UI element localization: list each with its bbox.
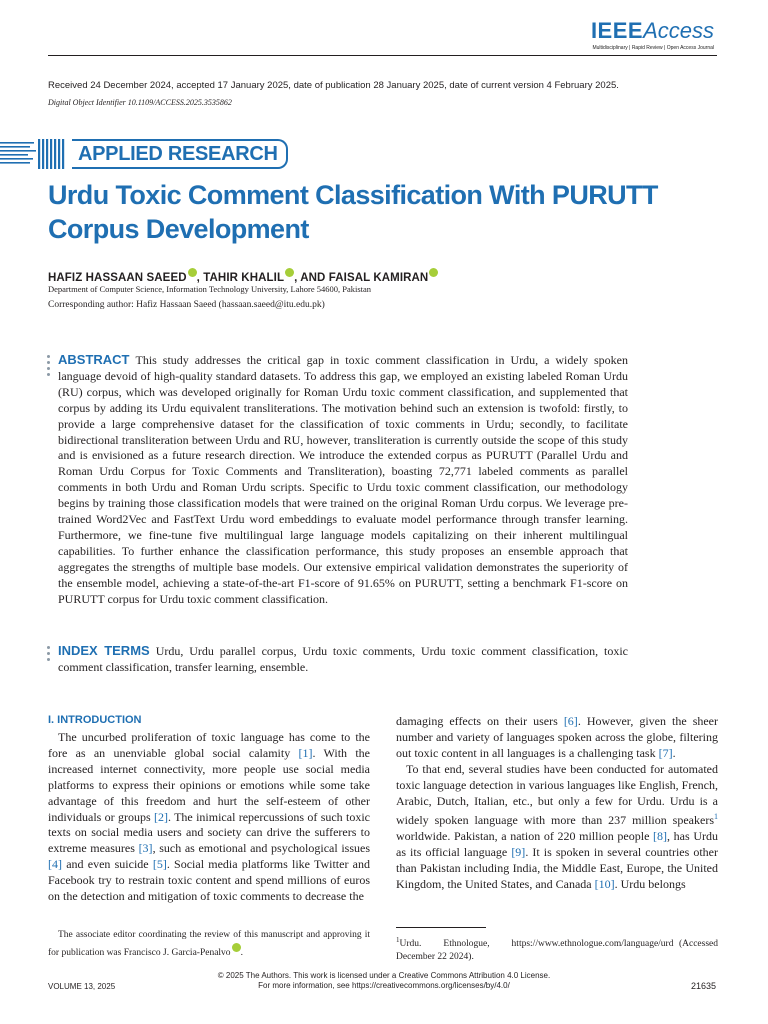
citation-link[interactable]: [5] [152, 857, 167, 872]
abstract [58, 352, 628, 608]
body-text: damaging effects on their users [396, 714, 564, 728]
body-text: . Urdu belongs [614, 877, 686, 892]
orcid-icon[interactable] [285, 268, 294, 277]
footnote-rule [396, 927, 486, 928]
intro-left-column [48, 730, 370, 905]
author-list [48, 267, 438, 284]
volume-label: VOLUME 13, 2025 [48, 982, 116, 991]
logo-ieee-text: IEEE [590, 18, 644, 43]
logo-access-text: Access [643, 18, 714, 43]
license-notice [0, 971, 768, 991]
citation-link[interactable]: [1] [298, 745, 313, 760]
orcid-icon[interactable] [232, 943, 241, 952]
body-text: . [672, 745, 676, 760]
intro-paragraph [396, 762, 718, 893]
body-text: To that end, several studies have been conducted for automated toxic language detection in various languages like English, French, Arabic, Dutch, Italian, etc., but only a few for Urdu. Urdu is a widely spoken language with more than 237 million speakers [396, 761, 718, 828]
body-text: worldwide. Pakistan, a nation of 220 million people [396, 829, 654, 844]
body-text: . Social media platforms like Twitter and Facebook try to restrain toxic content and spend millions of euros on the detection and mitigation of toxic comments to decrease the [48, 857, 371, 904]
index-terms-marker-icon [47, 646, 51, 664]
body-text: . However, given the sheer number and variety of languages spoken across the globe, filtering out toxic content in all languages is a challenging task [396, 714, 719, 760]
citation-link[interactable]: [3] [138, 841, 153, 856]
author-separator: , AND [294, 271, 329, 284]
intro-right-column [396, 714, 718, 893]
header-rule [48, 55, 717, 56]
affiliation: Department of Computer Science, Information Technology University, Lahore 54600, Pakistan [48, 284, 372, 294]
citation-link[interactable]: [7] [658, 745, 673, 760]
logo-tagline: Multidisciplinary | Rapid Review | Open Access Journal [592, 45, 714, 51]
body-text: and even suicide [62, 857, 153, 872]
citation-link[interactable]: [2] [153, 809, 168, 824]
index-terms-label: INDEX TERMS [58, 643, 150, 658]
article-type-label: APPLIED RESEARCH [78, 143, 278, 165]
editor-note: The associate editor coordinating the review of this manuscript and approving it for publication was Francisco J. Garcia-Penalvo . [48, 930, 370, 959]
corresponding-author: Corresponding author: Hafiz Hassaan Saeed (hassaan.saeed@itu.edu.pk) [48, 300, 325, 310]
index-terms [58, 643, 628, 675]
page-number: 21635 [690, 981, 716, 991]
editor-note-text: The associate editor coordinating the review of this manuscript and approving it for publication was Francisco J. Garcia-Penalvo [48, 930, 370, 959]
footnote-number: 1 [396, 936, 400, 944]
ieee-access-logo [591, 20, 714, 42]
body-text: . It is spoken in several countries other than Pakistan including India, the Middle East, Europe, the United Kingdom, the United States, and Canada [396, 845, 718, 892]
footnote [396, 934, 721, 964]
footnote-text: Urdu. Ethnologue, https://www.ethnologue.com/language/urd (Accessed December 22 2024). [396, 939, 721, 963]
author-name: HAFIZ HASSAAN SAEED [48, 271, 187, 284]
abstract-marker-icon [47, 355, 51, 379]
citation-link[interactable]: [8] [653, 829, 668, 844]
citation-link[interactable]: [9] [511, 845, 526, 860]
body-text: The uncurbed proliferation of toxic language has come to the fore as an unenviable global social calamity [48, 730, 370, 760]
body-text: , such as emotional and psychological issues [152, 841, 370, 856]
license-url-line[interactable]: For more information, see https://creativecommons.org/licenses/by/4.0/ [258, 981, 510, 990]
section-heading-introduction: I. INTRODUCTION [48, 714, 142, 726]
body-text: . With the increased internet connectivity, more people use social media platforms to express their opinions or emotions while some take advantage of this freedom and hurt the self-esteem of other individuals or groups [48, 745, 370, 824]
author-name: TAHIR KHALIL [203, 271, 285, 284]
orcid-icon[interactable] [188, 268, 197, 277]
citation-link[interactable]: [10] [594, 877, 615, 892]
citation-link[interactable]: [4] [48, 857, 62, 872]
abstract-text: This study addresses the critical gap in toxic comment classification in Urdu, a widely spoken language devoid of high-quality standard datasets. To address this gap, we employed an existing labeled Roman Urdu (RU) corpus, which was developed originally for Roman Urdu toxic comment classification, and supplemented that corpus by adding its Urdu equivalent transliterations. The motivation behind such an extension is twofold: firstly, to provide a large comprehensive dataset for the classification of toxic comments in Urdu; secondly, to facilitate bidirectional transliteration between Urdu and RU, however, transliteration is currently outside the scope of this study and is envisioned as a future research direction. We introduce the extended corpus as PURUTT (Parallel Urdu and Roman Urdu Corpus for Toxic Comments and Transliteration), boasting 72,771 labeled comments as parallel comments in both Urdu and Roman Urdu scripts. Specific to Urdu toxic comment classification, our methodology begins by training those classification models that were trained on the original Roman Urdu corpus. We leverage pre-trained Word2Vec and FastText Urdu word embeddings to evaluate model performance through transfer learning. Furthermore, we fine-tune five multilingual large language models capitalizing on their inherent multilingual capabilities. To further enhance the classification performance, this study proposes an ensemble approach that aggregates the strengths of multiple base models. Our extensive empirical validation demonstrates the superiority of the ensemble model, achieving a state-of-the-art F1-score of 91.65% on PURUTT, setting a benchmark F1-score on PURUTT corpus for Urdu toxic comment classification. [58, 353, 628, 606]
doi-line[interactable]: Digital Object Identifier 10.1109/ACCESS.2025.3535862 [48, 98, 232, 107]
article-type-banner [72, 139, 288, 169]
body-text: , has Urdu as its official language [396, 829, 718, 860]
footnote-marker[interactable]: 1 [714, 812, 718, 822]
author-separator: , [196, 271, 204, 284]
intro-paragraph [396, 714, 718, 762]
received-dates: Received 24 December 2024, accepted 17 January 2025, date of publication 28 January 2025, date of current version 4 February 2025. [48, 80, 619, 91]
author-name: FAISAL KAMIRAN [328, 271, 429, 284]
index-terms-text: Urdu, Urdu parallel corpus, Urdu toxic comments, Urdu toxic comment classification, toxic comment classification, transfer learning, ensemble. [58, 644, 629, 674]
banner-stripes-graphic [0, 138, 68, 170]
intro-paragraph [48, 730, 370, 905]
body-text: . The inimical repercussions of such toxic texts on social media users and society can drive the sufferers to extreme measures [48, 809, 371, 856]
paper-title: Urdu Toxic Comment Classification With PURUTT Corpus Development [48, 180, 658, 244]
license-line: © 2025 The Authors. This work is licensed under a Creative Commons Attribution 4.0 License. [217, 971, 551, 980]
citation-link[interactable]: [6] [563, 714, 578, 728]
abstract-label: ABSTRACT [58, 352, 130, 367]
orcid-icon[interactable] [429, 268, 438, 277]
